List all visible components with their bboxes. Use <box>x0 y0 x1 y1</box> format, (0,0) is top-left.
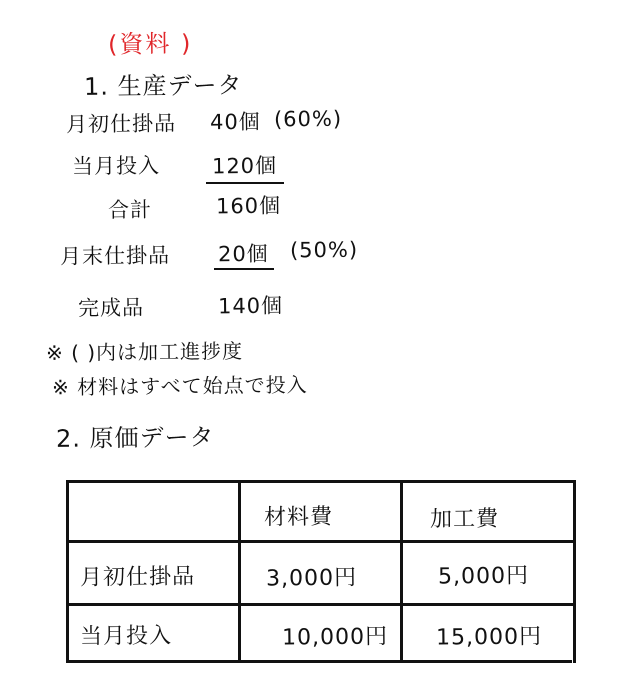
row-value-current-input: 120個 <box>211 153 278 179</box>
row-value-finished-goods: 140個 <box>217 293 284 319</box>
subtotal-underline <box>206 182 284 184</box>
row-label-closing-wip: 月末仕掛品 <box>59 243 171 269</box>
section-2-heading: 2. 原価データ <box>55 423 215 453</box>
table-row-label-opening-wip: 月初仕掛品 <box>79 564 196 591</box>
table-rule-left <box>66 480 69 663</box>
table-rule-right <box>573 480 576 663</box>
table-header-processing: 加工費 <box>429 506 500 533</box>
document-title: (資料 ) <box>107 29 193 59</box>
note-progress: ※ ( )内は加工進捗度 <box>45 338 244 366</box>
note-materials: ※ 材料はすべて始点で投入 <box>51 372 308 400</box>
row-label-opening-wip: 月初仕掛品 <box>65 111 177 137</box>
row-progress-opening-wip: (60%) <box>273 106 343 132</box>
table-header-material: 材料費 <box>263 504 334 531</box>
table-rule-header <box>66 540 576 543</box>
row-value-opening-wip: 40個 <box>209 109 261 135</box>
table-rule-row <box>66 603 576 606</box>
table-rule-col1 <box>238 480 241 663</box>
table-cell-material-current: 10,000円 <box>281 624 389 651</box>
row-label-current-input: 当月投入 <box>71 153 161 179</box>
table-rule-top <box>66 480 576 483</box>
row-progress-closing-wip: (50%) <box>289 237 359 263</box>
section-1-heading: 1. 生産データ <box>83 71 243 101</box>
table-cell-processing-current: 15,000円 <box>435 624 543 651</box>
table-rule-bottom <box>66 660 572 663</box>
table-rule-col2 <box>400 480 403 663</box>
row-value-total: 160個 <box>215 193 282 219</box>
table-cell-material-opening: 3,000円 <box>265 565 358 592</box>
row-value-closing-wip: 20個 <box>217 241 269 267</box>
table-cell-processing-opening: 5,000円 <box>437 563 530 590</box>
row-label-total: 合計 <box>107 197 153 223</box>
row-label-finished-goods: 完成品 <box>77 295 145 321</box>
closing-wip-underline <box>214 268 274 270</box>
table-row-label-current-input: 当月投入 <box>79 623 173 650</box>
